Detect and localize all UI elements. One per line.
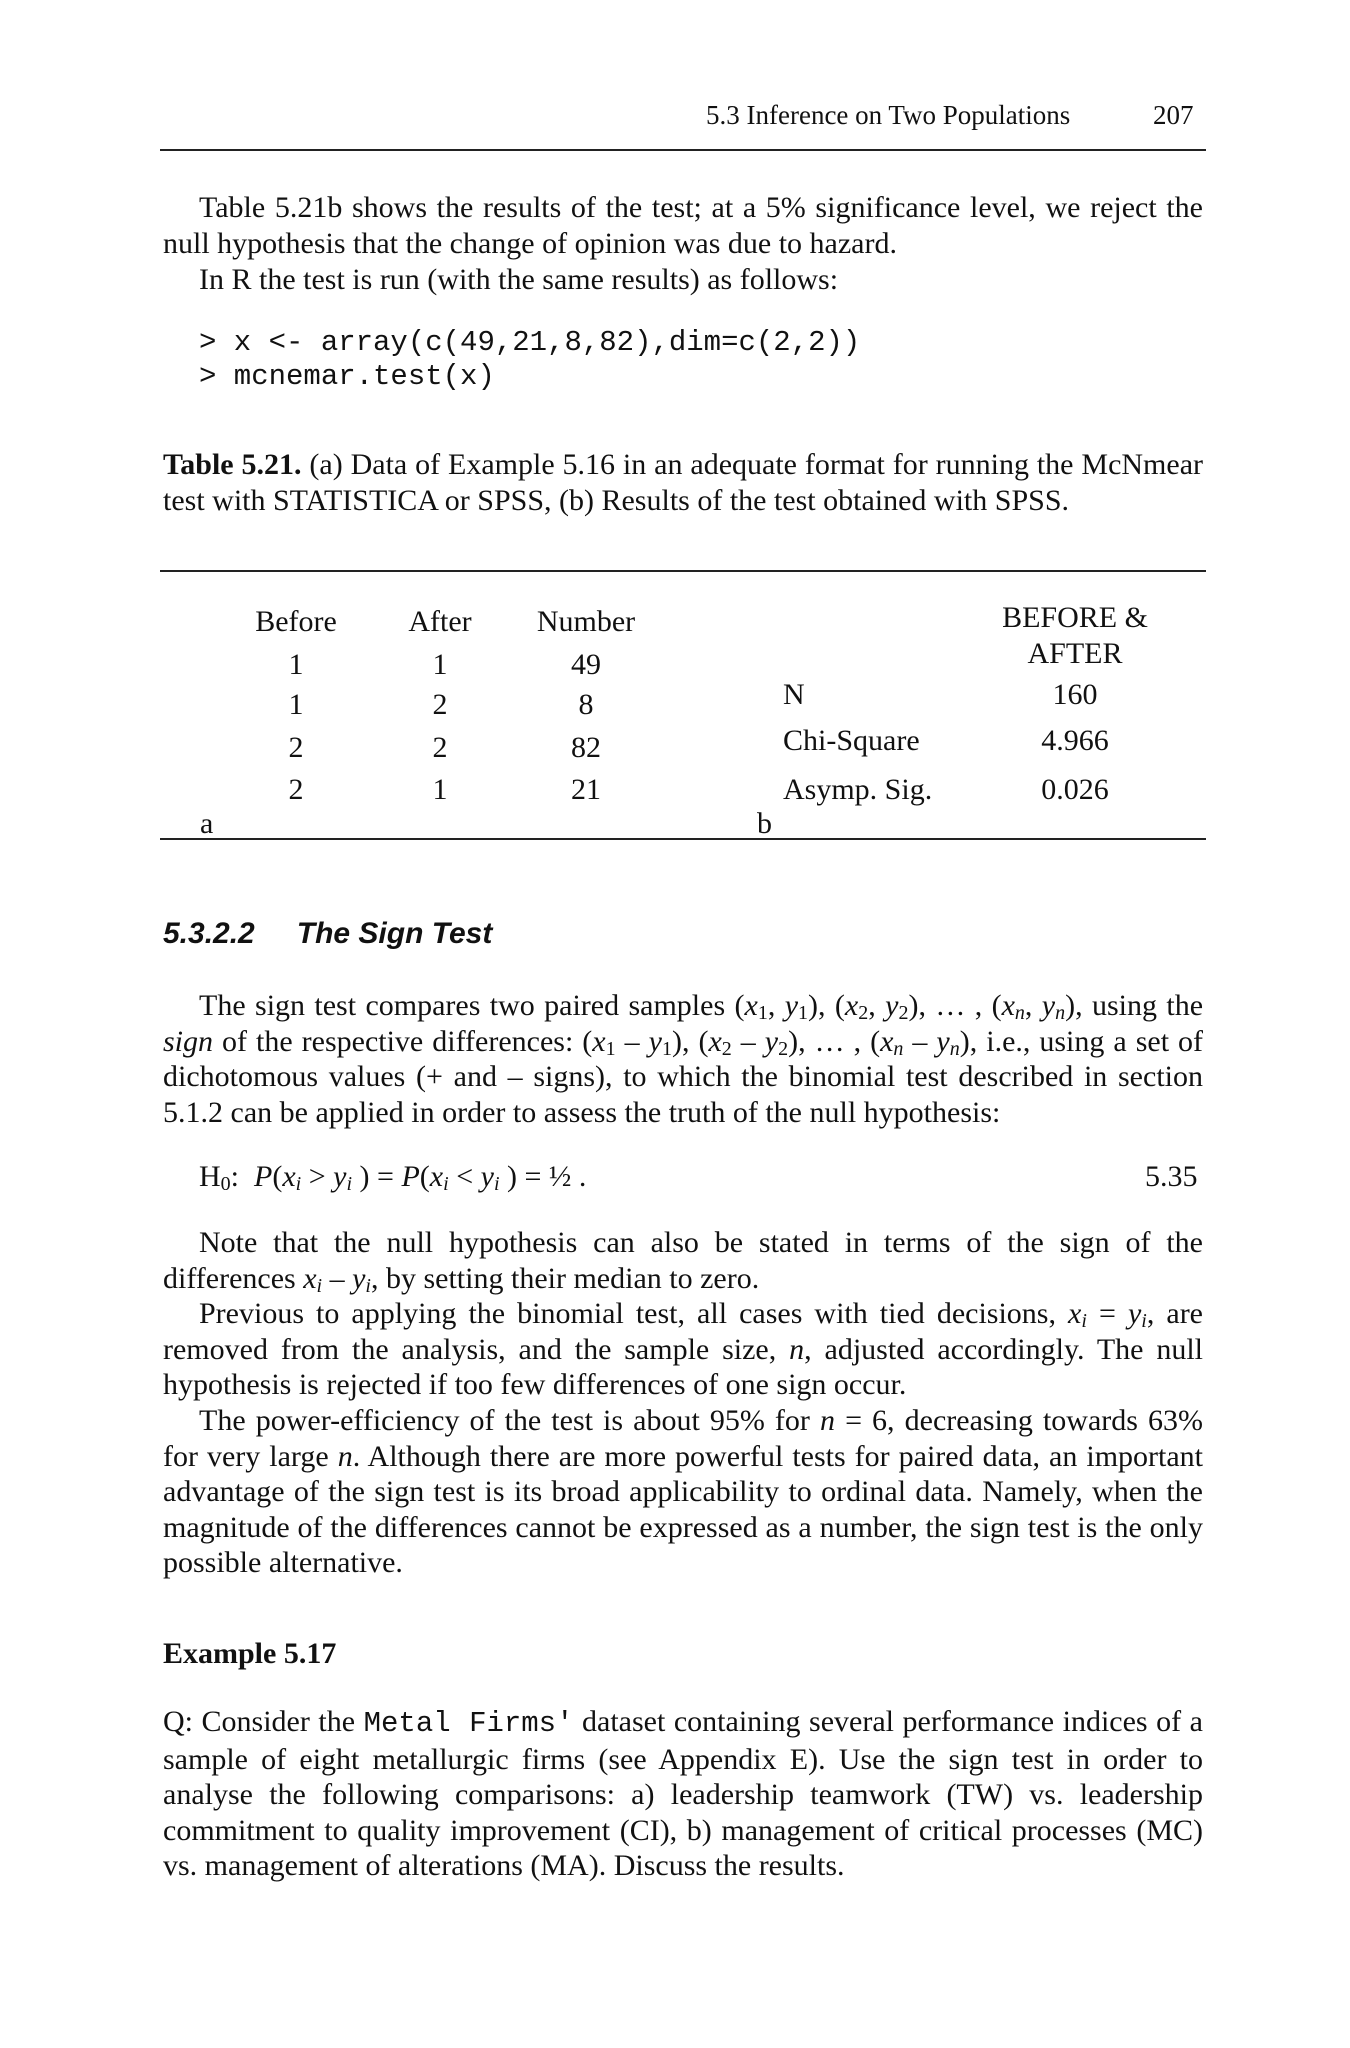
table-a-cell: 1 — [288, 648, 304, 681]
table-b-cell: 160 — [1052, 678, 1098, 711]
table-a-label: a — [200, 807, 214, 840]
table-a-cell: 8 — [578, 688, 594, 721]
section-heading — [163, 917, 492, 951]
table-a-cell: 1 — [432, 648, 448, 681]
table-bottom-rule — [160, 838, 1206, 840]
table-b-cell: 4.966 — [1041, 724, 1109, 757]
sign-test-paragraph: The sign test compares two paired samples ($x_1$, $y_1$), ($x_2$, $y_2$), … , ($x_n$, $y_n$), using the sign of the respective differences: $(x_1 - y_1)$, $(x_2 - y_2)$, … , $(x_n - y_n)$, i.e., using a set of dichotomous values (+ and – signs), to which the binomial test described in section 5.1.2 can be applied in order to assess the truth of the null hypothesis: — [163, 989, 1204, 1129]
text-run: adjusted accordingly. The null hypothesis is rejected if too few differences of one sign occur. — [163, 1332, 1204, 1401]
text-run: H — [199, 1160, 221, 1193]
table-a-cell: 1 — [432, 773, 448, 806]
text-run: The power-efficiency of the test is about 95% for — [199, 1404, 810, 1437]
text-run: 0 — [220, 1173, 231, 1195]
section-title: The Sign Test — [296, 917, 493, 950]
table-b-row-label: Chi-Square — [783, 724, 920, 757]
running-title: 5.3 Inference on Two Populations — [706, 100, 1071, 130]
table-caption-text: (a) Data of Example 5.16 in an adequate format for running the McNmear test with STATISTICA or SPSS, (b) Results of the test obtained with SPSS. — [163, 448, 1204, 517]
table-b-header: AFTER — [1027, 637, 1123, 670]
table-a-cell: 82 — [571, 731, 601, 764]
table-b-header: BEFORE & — [1002, 601, 1148, 634]
dataset-name: Metal Firms' — [363, 1707, 574, 1740]
table-a-cell: 2 — [288, 773, 304, 806]
power-paragraph: The power-efficiency of the test is about 95% for n = 6, decreasing towards 63% for very large n. Although there are more powerful tests for paired data, an important advantage of the sign test is its broad applicability to ordinal data. Namely, when the magnitude of the differences cannot be expressed as a number, the sign test is the only possible alternative. — [163, 1404, 1204, 1579]
text-run: Although there are more powerful tests for paired data, an important advantage of the sign test is its broad applicability to ordinal data. Namely, when the magnitude of the differences cannot be expressed as a number, the sign test is the only possible alternative. — [163, 1439, 1203, 1579]
table-a-cell: 1 — [288, 688, 304, 721]
table-b-label: b — [757, 807, 772, 840]
note-paragraph: Note that the null hypothesis can also be stated in terms of the sign of the differences $x_i - y_i$, by setting their median to zero. — [163, 1226, 1203, 1297]
table-a-header-before: Before — [255, 605, 337, 638]
section-number: 5.3.2.2 — [163, 917, 255, 950]
text-run: sign — [163, 1024, 214, 1058]
header-rule — [160, 149, 1206, 151]
text-run: = 6, decreasing towards 63% for very large — [163, 1404, 1204, 1473]
previous-paragraph: Previous to applying the binomial test, all cases with tied decisions, $x_i = y_i$, are removed from the analysis, and the sample size, n, adjusted accordingly. The null hypothesis is rejected if too few differences of one sign occur. — [163, 1297, 1204, 1401]
equation-number: 5.35 — [1145, 1160, 1198, 1193]
code-line-2: > mcnemar.test(x) — [199, 360, 495, 393]
table-a-cell: 2 — [432, 688, 448, 721]
table-b-row-label: Asymp. Sig. — [783, 773, 933, 806]
example-question — [163, 1704, 1203, 1884]
text-run: i.e., using a set of dichotomous values (+ and – signs), to which the binomial test described in section 5.1.2 can be applied in order to assess the truth of the null hypothesis: — [163, 1024, 1204, 1129]
table-top-rule — [160, 570, 1206, 572]
example-heading: Example 5.17 — [163, 1637, 337, 1670]
table-a-header-number: Number — [536, 605, 636, 638]
text-run: Previous to applying the binomial test, all cases with tied decisions, — [199, 1297, 1056, 1330]
table-caption-label: Table 5.21. — [163, 448, 302, 481]
text-run: dataset containing several performance indices of a sample of eight metallurgic firms (see Appendix E). Use the sign test in order to analyse the following comparisons: a) leadership teamwork (TW) vs. leadership commitment to quality improvement (CI), b) management of critical processes (MC) vs. management of alterations (MA). Discuss the results. — [163, 1705, 1203, 1882]
page-number: 207 — [1153, 100, 1194, 130]
text-run: by setting their median to zero. — [385, 1261, 760, 1295]
text-run: The sign test compares two paired samples ( — [199, 989, 745, 1022]
equation: $H_0$: $P(x_i > y_i$ ) = $P(x_i < y_i$ ) = ½ . — [199, 1160, 587, 1195]
intro-r-paragraph: In R the test is run (with the same results) as follows: — [199, 263, 839, 296]
text-run: Note that the null hypothesis can also be stated in terms of the sign of the differences — [163, 1226, 1203, 1295]
text-run: using the — [1092, 989, 1204, 1022]
text-run: Q: Consider the — [163, 1705, 356, 1738]
text-run: are removed from the analysis, and the sample size, — [163, 1297, 1203, 1366]
table-a-cell: 2 — [288, 731, 304, 764]
table-caption — [163, 447, 1203, 518]
code-line-1: > x <- array(c(49,21,8,82),dim=c(2,2)) — [199, 326, 861, 359]
table-b-cell: 0.026 — [1041, 773, 1109, 806]
table-a-cell: 2 — [432, 731, 448, 764]
table-a-header-after: After — [408, 605, 472, 638]
table-a-cell: 21 — [571, 773, 601, 806]
table-b-row-label: N — [783, 678, 805, 711]
intro-paragraph: Table 5.21b shows the results of the test; at a 5% significance level, we reject the null hypothesis that the change of opinion was due to hazard. — [163, 191, 1203, 260]
table-a-cell: 49 — [571, 648, 601, 681]
text-run: of the respective differences: — [222, 1024, 574, 1058]
